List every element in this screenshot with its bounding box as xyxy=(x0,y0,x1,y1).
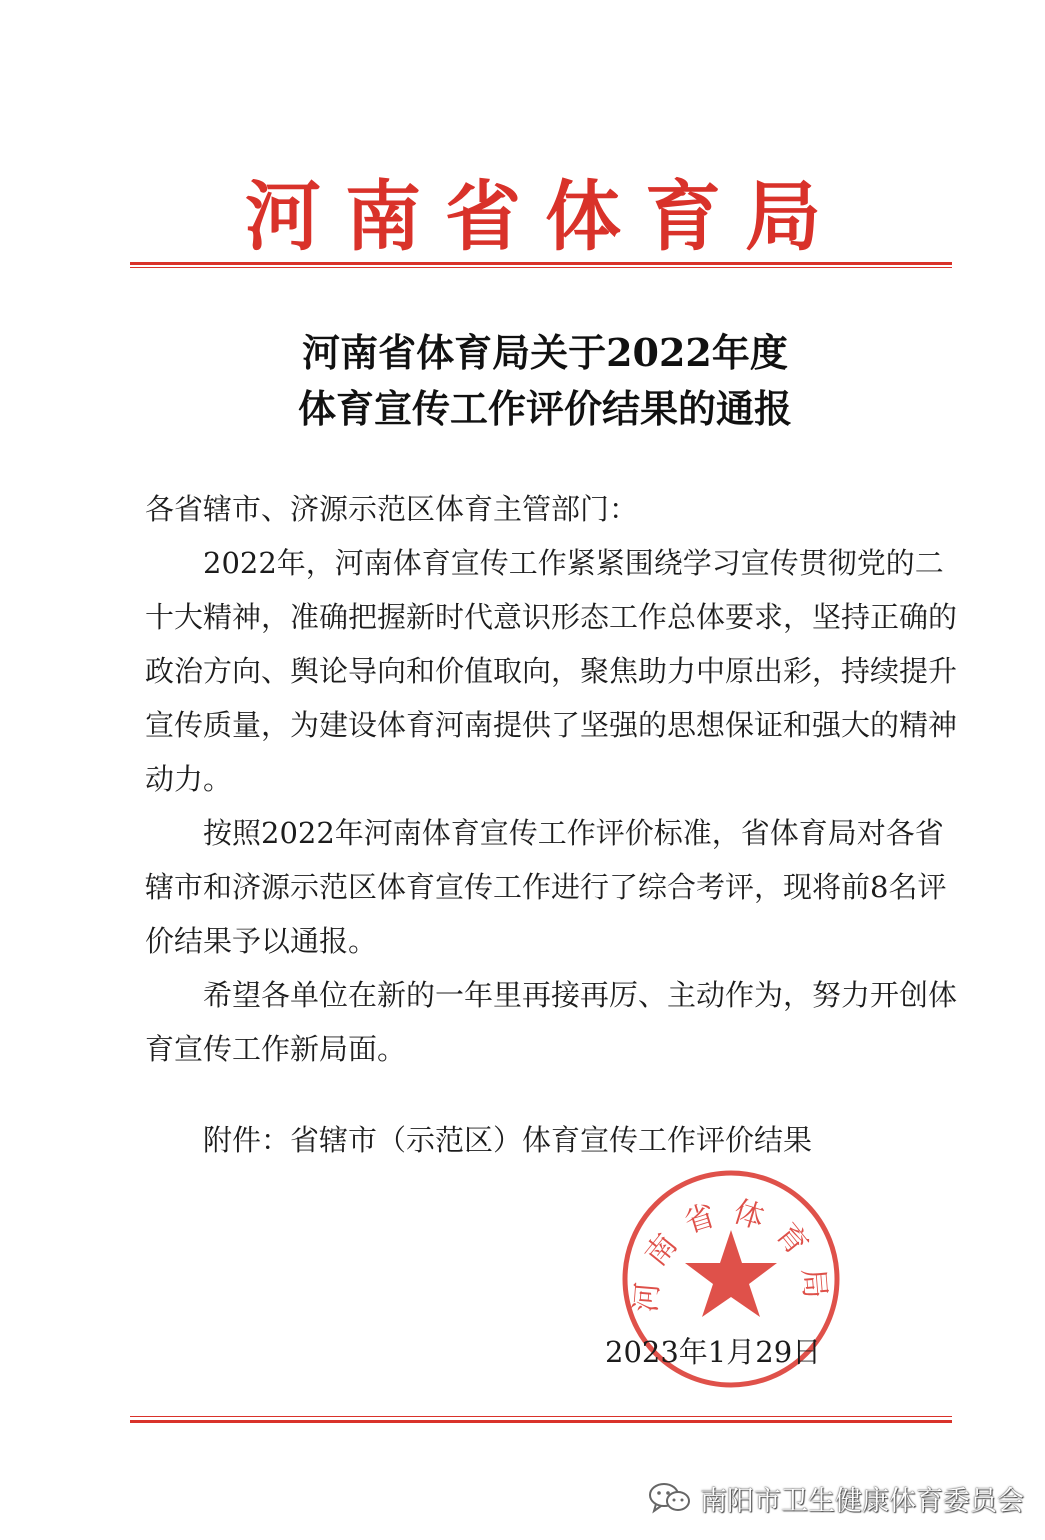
paragraph-line: 价结果予以通报。 xyxy=(145,924,378,958)
watermark-text: 南阳市卫生健康体育委员会 xyxy=(700,1485,1024,1517)
paragraph-line: 希望各单位在新的一年里再接再厉、主动作为，努力开创体 xyxy=(145,978,958,1012)
svg-text:河南省体育局: 河南省体育局 xyxy=(628,1194,834,1314)
salutation: 各省辖市、济源示范区体育主管部门： xyxy=(145,492,639,526)
seal-star-icon xyxy=(685,1230,777,1317)
paragraph-line: 政治方向、舆论导向和价值取向，聚焦助力中原出彩，持续提升 xyxy=(145,654,958,688)
document-title-line-2: 体育宣传工作评价结果的通报 xyxy=(297,386,792,431)
wechat-icon xyxy=(648,1480,692,1516)
paragraph-line: 按照2022年河南体育宣传工作评价标准，省体育局对各省 xyxy=(145,816,944,850)
paragraph-line: 动力。 xyxy=(145,762,233,796)
wechat-watermark xyxy=(648,1480,1024,1516)
paragraph-line: 育宣传工作新局面。 xyxy=(145,1032,407,1066)
paragraph-line: 宣传质量，为建设体育河南提供了坚强的思想保证和强大的精神 xyxy=(145,708,958,742)
issue-date: 2023年1月29日 xyxy=(605,1335,822,1369)
letterhead-divider xyxy=(130,262,952,265)
paragraph-line: 辖市和济源示范区体育宣传工作进行了综合考评，现将前8名评 xyxy=(145,870,947,904)
letterhead: 河南省体育局 xyxy=(245,172,845,261)
paragraph-line: 十大精神，准确把握新时代意识形态工作总体要求，坚持正确的 xyxy=(145,600,958,634)
paragraph-line: 2022年，河南体育宣传工作紧紧围绕学习宣传贯彻党的二 xyxy=(145,546,944,580)
document-title-line-1: 河南省体育局关于2022年度 xyxy=(302,330,788,375)
attachment-line: 附件：省辖市（示范区）体育宣传工作评价结果 xyxy=(145,1123,813,1157)
footer-divider xyxy=(130,1416,952,1417)
